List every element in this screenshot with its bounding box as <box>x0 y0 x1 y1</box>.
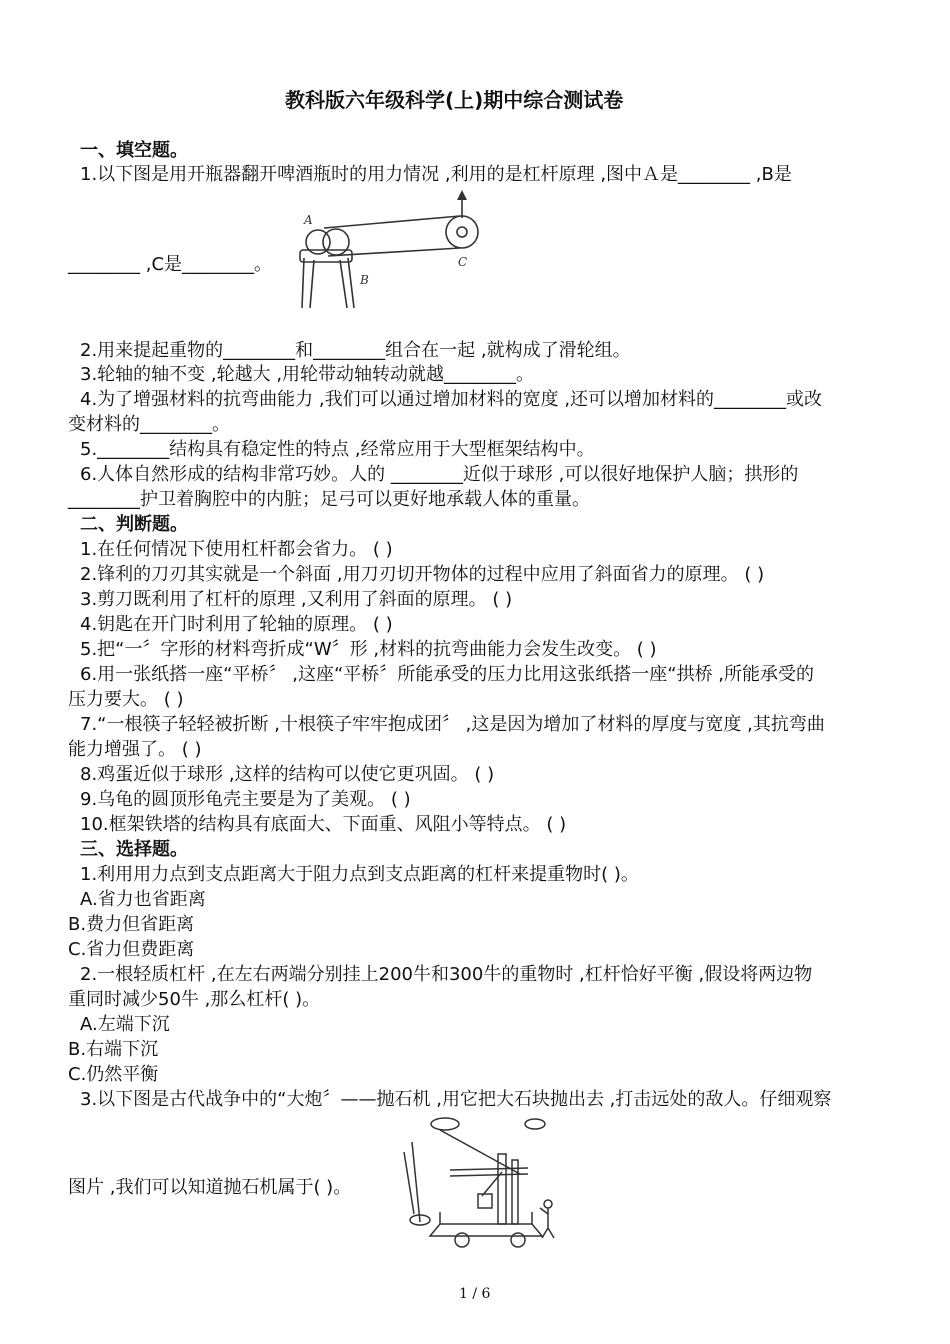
s2-q5: 5.把“一〞字形的材料弯折成“W〞形 ,材料的抗弯曲能力会发生改变。 ( ) <box>80 639 657 660</box>
s2-q7-line1: 7.“一根筷子轻轻被折断 ,十根筷子牢牢抱成团〞 ,这是因为增加了材料的厚度与宽度 ,其抗弯曲 <box>80 714 825 735</box>
s2-q8: 8.鸡蛋近似于球形 ,这样的结构可以使它更巩固。 ( ) <box>80 764 495 785</box>
catapult-figure <box>400 1112 560 1252</box>
s2-q6-line1: 6.用一张纸搭一座“平桥〞 ,这座“平桥〞所能承受的压力比用这张纸搭一座“拱桥 ,所能承受的 <box>80 664 815 685</box>
s2-q1: 1.在任何情况下使用杠杆都会省力。 ( ) <box>80 539 393 560</box>
s3-q2-line1: 2.一根轻质杠杆 ,在左右两端分别挂上200牛和300牛的重物时 ,杠杆恰好平衡 ,假设将两边物 <box>80 964 813 985</box>
s3-q2-option-a: A.左端下沉 <box>80 1014 170 1035</box>
section-2-heading: 二、判断题。 <box>80 514 188 535</box>
section-1-heading: 一、填空题。 <box>80 140 188 161</box>
s1-q1-line1: 1.以下图是用开瓶器翻开啤酒瓶时的用力情况 ,利用的是杠杆原理 ,图中Ａ是________ ,B是 <box>80 164 792 185</box>
s1-q4-line1: 4.为了增强材料的抗弯曲能力 ,我们可以通过增加材料的宽度 ,还可以增加材料的________或改 <box>80 389 823 410</box>
s1-q1-line2: ________ ,C是________。 <box>68 254 273 275</box>
s3-q1-option-b: B.费力但省距离 <box>68 914 195 935</box>
s2-q4: 4.钥匙在开门时利用了轮轴的原理。 ( ) <box>80 614 393 635</box>
s2-q7-line2: 能力增强了。 ( ) <box>68 739 202 760</box>
s3-q1: 1.利用用力点到支点距离大于阻力点到支点距离的杠杆来提重物时( )。 <box>80 864 639 885</box>
s3-q1-option-c: C.省力但费距离 <box>68 939 195 960</box>
s1-q4-line2: 变材料的________。 <box>68 414 230 435</box>
s2-q6-line2: 压力要大。 ( ) <box>68 689 184 710</box>
s1-q2: 2.用来提起重物的________和________组合在一起 ,就构成了滑轮组。 <box>80 340 631 361</box>
s1-q6-line1: 6.人体自然形成的结构非常巧妙。人的 ________近似于球形 ,可以很好地保护人脑；拱形的 <box>80 464 799 485</box>
s3-q3-line2: 图片 ,我们可以知道抛石机属于( )。 <box>68 1177 352 1198</box>
figure1-label-c: C <box>458 255 468 269</box>
s2-q10: 10.框架铁塔的结构具有底面大、下面重、风阻小等特点。 ( ) <box>80 814 567 835</box>
s2-q2: 2.锋利的刀刃其实就是一个斜面 ,用刀刃切开物体的过程中应用了斜面省力的原理。 ( ) <box>80 564 765 585</box>
s2-q9: 9.乌龟的圆顶形龟壳主要是为了美观。 ( ) <box>80 789 411 810</box>
s3-q3-line1: 3.以下图是古代战争中的“大炮〞——抛石机 ,用它把大石块抛出去 ,打击远处的敌人。仔细观察 <box>80 1089 832 1110</box>
s3-q2-option-c: C.仍然平衡 <box>68 1064 159 1085</box>
s2-q3: 3.剪刀既利用了杠杆的原理 ,又利用了斜面的原理。 ( ) <box>80 589 513 610</box>
s3-q2-option-b: B.右端下沉 <box>68 1039 159 1060</box>
page-title: 教科版六年级科学(上)期中综合测试卷 <box>285 88 624 112</box>
bottle-opener-figure <box>292 188 482 310</box>
s1-q6-line2: ________护卫着胸腔中的内脏；足弓可以更好地承载人体的重量。 <box>68 489 590 510</box>
figure1-label-b: B <box>360 273 369 287</box>
s1-q5: 5.________结构具有稳定性的特点 ,经常应用于大型框架结构中。 <box>80 439 595 460</box>
s1-q3: 3.轮轴的轴不变 ,轮越大 ,用轮带动轴转动就越________。 <box>80 364 535 385</box>
section-3-heading: 三、选择题。 <box>80 839 188 860</box>
figure1-label-a: A <box>304 213 313 227</box>
s3-q1-option-a: A.省力也省距离 <box>80 889 206 910</box>
s3-q2-line2: 重同时减少50牛 ,那么杠杆( )。 <box>68 989 321 1010</box>
page-number: 1 / 6 <box>459 1286 491 1302</box>
